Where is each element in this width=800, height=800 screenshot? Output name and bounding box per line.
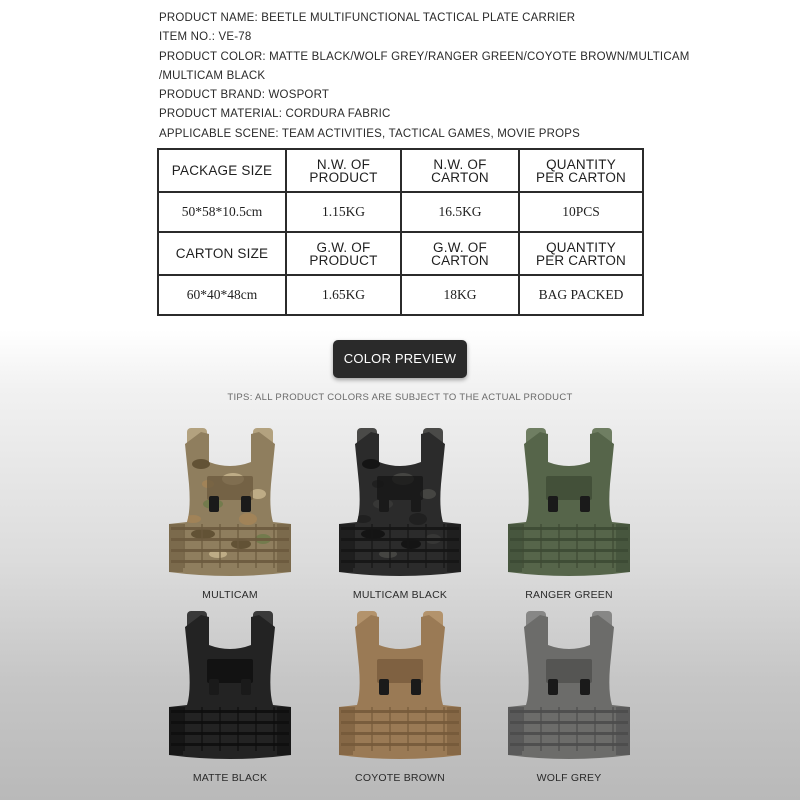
table-row [158, 192, 643, 232]
table-cell: BAG PACKED [519, 275, 643, 315]
table-header-cell: QUANTITY PER CARTON [519, 232, 643, 275]
table-cell: 50*58*10.5cm [158, 192, 286, 232]
vest-image-wolf-grey [502, 607, 636, 767]
vest-image-matte-black [163, 607, 297, 767]
color-label-wolf-grey: WOLF GREY [536, 772, 602, 784]
spec-item-no: ITEM NO.: VE-78 [159, 31, 252, 44]
color-label-multicam-black: MULTICAM BLACK [352, 589, 448, 601]
color-label-matte-black: MATTE BLACK [192, 772, 268, 784]
table-header-cell: QUANTITY PER CARTON [519, 149, 643, 192]
table-cell: 60*40*48cm [158, 275, 286, 315]
vest-image-multicam [163, 424, 297, 584]
color-label-ranger-green: RANGER GREEN [525, 589, 613, 601]
spec-applicable-scene: APPLICABLE SCENE: TEAM ACTIVITIES, TACTICAL GAMES, MOVIE PROPS [159, 127, 580, 140]
table-header-cell: N.W. OF PRODUCT [286, 149, 401, 192]
table-header-cell: N.W. OF CARTON [401, 149, 519, 192]
spec-product-brand: PRODUCT BRAND: WOSPORT [159, 89, 330, 102]
product-spec-list [159, 9, 690, 144]
spec-product-color: PRODUCT COLOR: MATTE BLACK/WOLF GREY/RANGER GREEN/COYOTE BROWN/MULTICAM [159, 50, 690, 63]
table-header-cell: G.W. OF CARTON [401, 232, 519, 275]
color-tips-note: TIPS: ALL PRODUCT COLORS ARE SUBJECT TO THE ACTUAL PRODUCT [227, 392, 573, 403]
table-row [158, 232, 643, 275]
table-header-cell: PACKAGE SIZE [158, 149, 286, 192]
packaging-table [157, 148, 644, 316]
color-preview-banner: COLOR PREVIEW [333, 340, 467, 378]
table-cell: 18KG [401, 275, 519, 315]
spec-product-name: PRODUCT NAME: BEETLE MULTIFUNCTIONAL TACTICAL PLATE CARRIER [159, 12, 576, 24]
table-cell: 1.15KG [286, 192, 401, 232]
table-cell: 10PCS [519, 192, 643, 232]
table-row [158, 275, 643, 315]
table-row [158, 149, 643, 192]
spec-product-color-cont: /MULTICAM BLACK [159, 69, 266, 82]
vest-image-coyote-brown [333, 607, 467, 767]
vest-image-multicam-black [333, 424, 467, 584]
table-cell: 16.5KG [401, 192, 519, 232]
table-cell: 1.65KG [286, 275, 401, 315]
color-label-coyote-brown: COYOTE BROWN [355, 772, 445, 784]
color-label-multicam: MULTICAM [202, 589, 258, 601]
vest-image-ranger-green [502, 424, 636, 584]
spec-product-material: PRODUCT MATERIAL: CORDURA FABRIC [159, 108, 391, 121]
table-header-cell: G.W. OF PRODUCT [286, 232, 401, 275]
table-header-cell: CARTON SIZE [158, 232, 286, 275]
